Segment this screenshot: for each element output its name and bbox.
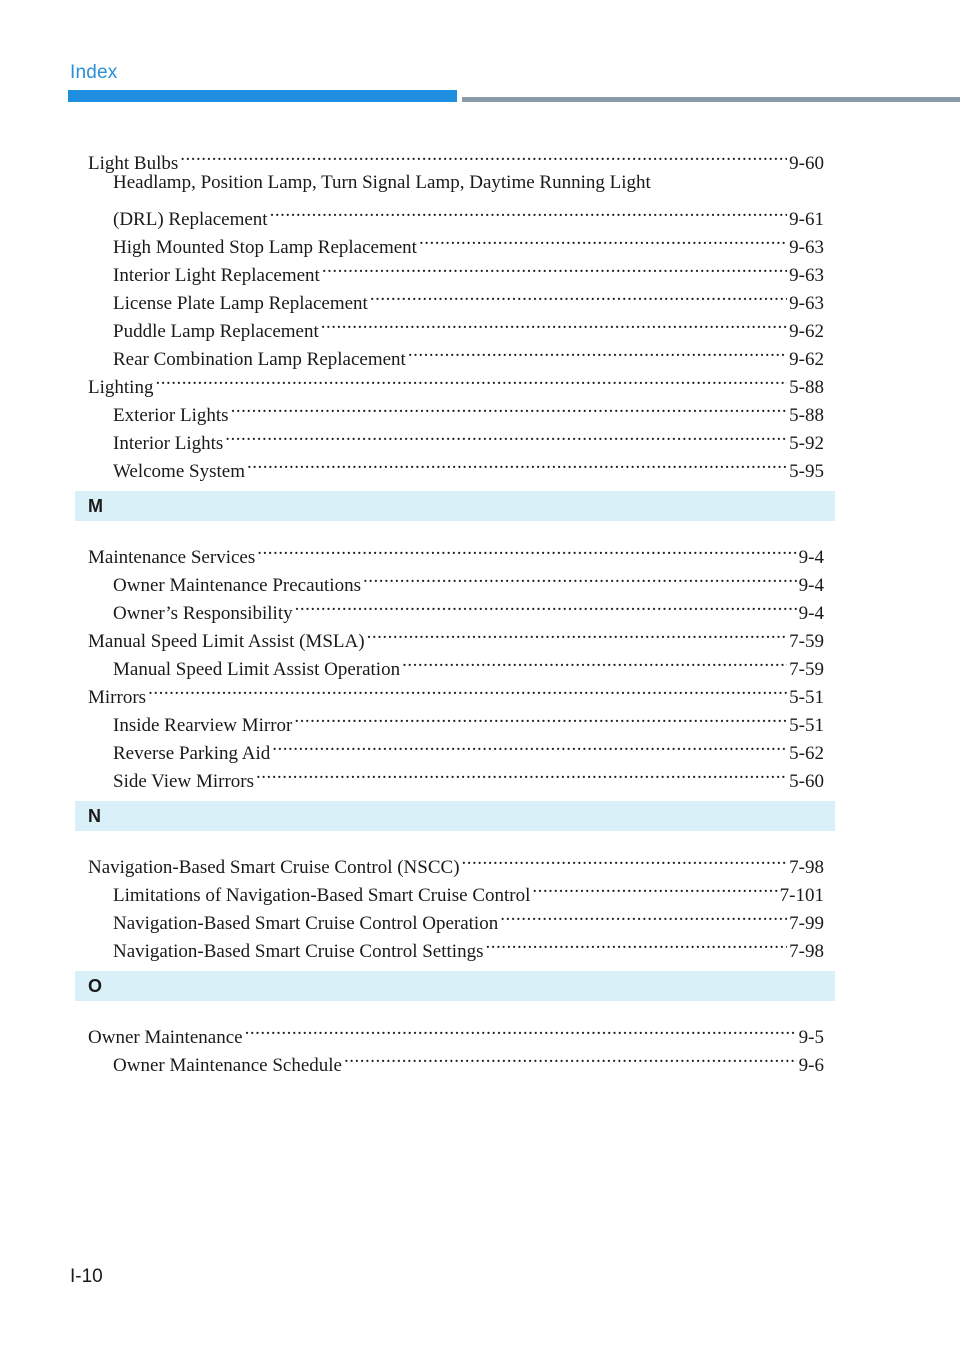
index-entry-owner-maintenance[interactable] xyxy=(88,1015,824,1048)
entry-label: Headlamp, Position Lamp, Turn Signal Lamp, Daytime Running Light xyxy=(113,172,651,193)
header-bar-accent xyxy=(68,90,457,102)
entry-label: Navigation-Based Smart Cruise Control (NSCC) xyxy=(88,857,460,878)
entry-page: 9-60 xyxy=(789,153,824,174)
index-entry-maintenance-services[interactable] xyxy=(88,535,824,568)
entry-page: 9-61 xyxy=(789,209,824,230)
entry-label: Manual Speed Limit Assist (MSLA) xyxy=(88,631,365,652)
entry-page: 5-51 xyxy=(789,715,824,736)
dot-leader xyxy=(321,309,787,337)
index-subentry-headlamp-line2[interactable] xyxy=(88,197,824,230)
index-entry-nscc[interactable] xyxy=(88,845,824,878)
entry-label: Side View Mirrors xyxy=(113,771,254,792)
index-entry-light-bulbs[interactable] xyxy=(88,141,824,174)
section-header-m: M xyxy=(75,491,835,521)
entry-page: 5-60 xyxy=(789,771,824,792)
entry-label: Lighting xyxy=(88,377,154,398)
dot-leader xyxy=(295,591,797,619)
dot-leader xyxy=(257,535,796,563)
dot-leader xyxy=(462,845,788,873)
entry-page: 5-88 xyxy=(789,405,824,426)
dot-leader xyxy=(247,449,787,477)
entry-label: High Mounted Stop Lamp Replacement xyxy=(113,237,417,258)
dot-leader xyxy=(180,141,787,169)
header-bar-rule xyxy=(462,97,960,102)
entry-label: Navigation-Based Smart Cruise Control Settings xyxy=(113,941,484,962)
index-subentry[interactable] xyxy=(88,703,824,736)
entry-label: License Plate Lamp Replacement xyxy=(113,293,368,314)
dot-leader xyxy=(322,253,787,281)
entry-label: Owner’s Responsibility xyxy=(113,603,293,624)
entry-label: Owner Maintenance Schedule xyxy=(113,1055,342,1076)
entry-page: 9-5 xyxy=(798,1027,824,1048)
header-title: Index xyxy=(70,62,118,83)
entry-label: Welcome System xyxy=(113,461,245,482)
entry-label: Mirrors xyxy=(88,687,147,708)
entry-page: 5-92 xyxy=(789,433,824,454)
entry-page: 9-63 xyxy=(789,265,824,286)
section-header-o: O xyxy=(75,971,835,1001)
dot-leader xyxy=(500,901,787,929)
entry-label: Limitations of Navigation-Based Smart Cruise Control xyxy=(113,885,531,906)
entry-label: Owner Maintenance xyxy=(88,1027,243,1048)
index-entry-lighting[interactable] xyxy=(88,365,824,398)
entry-page: 9-4 xyxy=(798,547,824,568)
entry-page: 5-62 xyxy=(789,743,824,764)
dot-leader xyxy=(363,563,797,591)
entry-label: Maintenance Services xyxy=(88,547,256,568)
page-number: I-10 xyxy=(70,1266,103,1287)
dot-leader xyxy=(231,393,788,421)
entry-label: (DRL) Replacement xyxy=(113,209,268,230)
entry-page: 9-63 xyxy=(789,237,824,258)
dot-leader xyxy=(245,1015,797,1043)
entry-label: Owner Maintenance Precautions xyxy=(113,575,361,596)
entry-page: 7-101 xyxy=(779,885,824,906)
entry-page: 7-99 xyxy=(789,913,824,934)
entry-label: Manual Speed Limit Assist Operation xyxy=(113,659,401,680)
dot-leader xyxy=(532,873,777,901)
index-subentry-headlamp-line1[interactable] xyxy=(88,169,824,197)
dot-leader xyxy=(270,197,788,225)
section-header-n: N xyxy=(75,801,835,831)
entry-page: 9-63 xyxy=(789,293,824,314)
entry-page: 5-88 xyxy=(789,377,824,398)
dot-leader xyxy=(148,675,787,703)
entry-label: Exterior Lights xyxy=(113,405,229,426)
dot-leader xyxy=(256,759,787,787)
dot-leader xyxy=(367,619,788,647)
entry-label: Reverse Parking Aid xyxy=(113,743,271,764)
entry-page: 7-98 xyxy=(789,941,824,962)
dot-leader xyxy=(155,365,787,393)
entry-label: Interior Light Replacement xyxy=(113,265,320,286)
dot-leader xyxy=(402,647,787,675)
entry-page: 9-62 xyxy=(789,321,824,342)
entry-page: 9-4 xyxy=(798,603,824,624)
dot-leader xyxy=(225,421,787,449)
entry-label: Navigation-Based Smart Cruise Control Operation xyxy=(113,913,499,934)
entry-page: 9-4 xyxy=(798,575,824,596)
index-content xyxy=(88,141,824,1076)
entry-page: 7-59 xyxy=(789,631,824,652)
entry-page: 7-98 xyxy=(789,857,824,878)
entry-page: 7-59 xyxy=(789,659,824,680)
entry-label: Puddle Lamp Replacement xyxy=(113,321,319,342)
entry-label: Inside Rearview Mirror xyxy=(113,715,293,736)
entry-page: 9-6 xyxy=(798,1055,824,1076)
entry-page: 5-51 xyxy=(789,687,824,708)
entry-label: Interior Lights xyxy=(113,433,224,454)
dot-leader xyxy=(370,281,787,309)
entry-label: Rear Combination Lamp Replacement xyxy=(113,349,406,370)
dot-leader xyxy=(419,225,787,253)
dot-leader xyxy=(344,1043,797,1071)
dot-leader xyxy=(408,337,787,365)
index-subentry[interactable] xyxy=(88,393,824,426)
dot-leader xyxy=(272,731,787,759)
index-entry-mirrors[interactable] xyxy=(88,675,824,708)
entry-label: Light Bulbs xyxy=(88,153,179,174)
dot-leader xyxy=(294,703,787,731)
entry-page: 5-95 xyxy=(789,461,824,482)
dot-leader xyxy=(485,929,787,957)
entry-page: 9-62 xyxy=(789,349,824,370)
